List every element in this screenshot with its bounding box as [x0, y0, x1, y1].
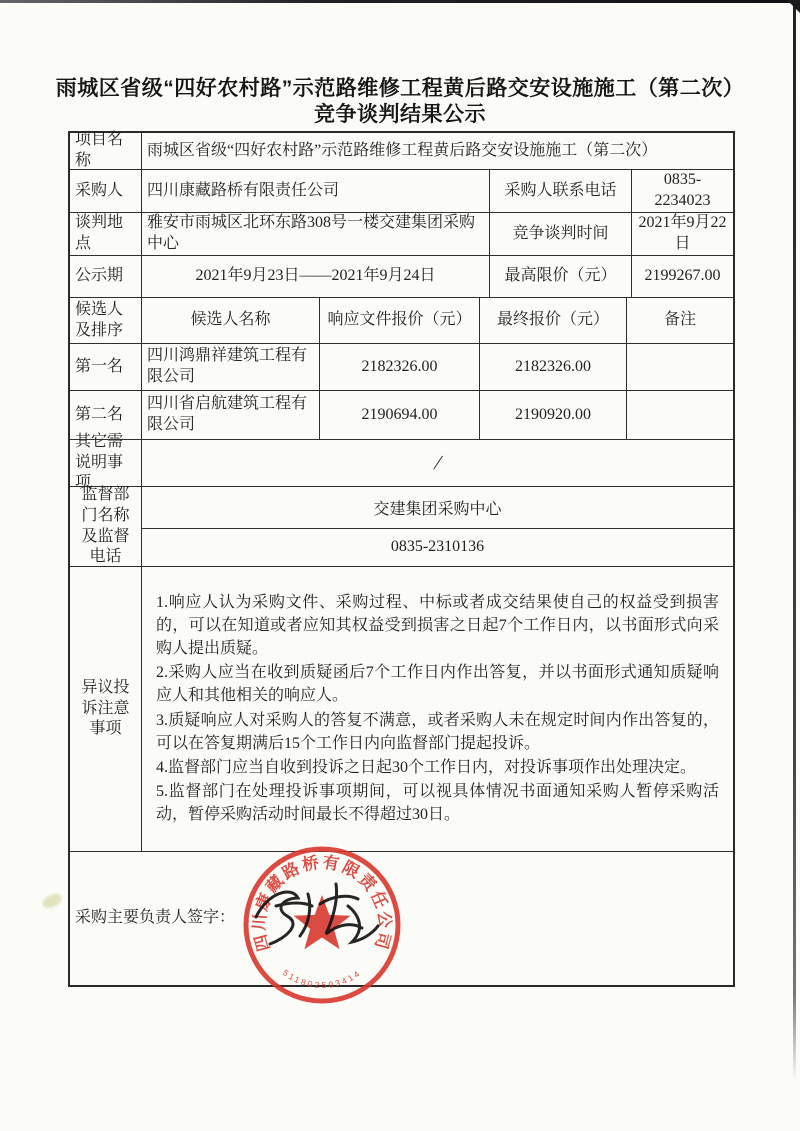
- signature-label: 采购主要负责人签字：: [75, 909, 236, 927]
- candidate-1-doc-price: 2182326.00: [320, 344, 480, 390]
- candidate-row-1: [70, 344, 733, 391]
- scan-right-edge: [793, 0, 796, 1080]
- candidate-final-price-header: 最终报价（元）: [480, 298, 627, 343]
- venue-value: 雅安市雨城区北环东路308号一楼交建集团采购中心: [142, 213, 490, 255]
- objection-items-list: [147, 583, 728, 834]
- candidate-1-name: 四川鸿鼎祥建筑工程有限公司: [142, 344, 320, 390]
- negotiation-time-value: 2021年9月22日: [638, 214, 727, 252]
- negotiation-time-label: 竞争谈判时间: [490, 213, 632, 255]
- objection-item-5: 5.监督部门在处理投诉事项期间，可以视具体情况书面通知采购人暂停采购活动，暂停采购活动时间最长不得超过30日。: [156, 782, 719, 823]
- seal-company-name: 四川康藏路桥有限责任公司: [249, 852, 395, 954]
- document-title: [30, 76, 770, 128]
- supervision-phone-value: 0835-2310136: [390, 538, 485, 555]
- max-price-label: 最高限价（元）: [490, 256, 632, 297]
- objection-label: 异议投诉注意事项: [70, 567, 142, 851]
- supervision-label: 监督部门名称及监督电话: [70, 487, 142, 566]
- objection-item-1: 1.响应人认为采购文件、采购过程、中标或者成交结果使自己的权益受到损害的，可以在知道或者应知其权益受到损害之日起7个工作日内，以书面形式向采购人提出质疑。: [156, 594, 719, 658]
- document-title-line1: 雨城区省级“四好农村路”示范路维修工程黄后路交安设施施工（第二次）: [55, 77, 745, 100]
- objection-item-3: 3.质疑响应人对采购人的答复不满意，或者采购人未在规定时间内作出答复的，可以在答复期满后15个工作日内向监督部门提起投诉。: [156, 711, 719, 752]
- candidates-header-row: [70, 298, 733, 344]
- other-notes-label: 其它需说明事项: [70, 440, 142, 486]
- objection-item-4: 4.监督部门应当自收到投诉之日起30个工作日内，对投诉事项作出处理决定。: [156, 758, 697, 776]
- seal-serial-number: 511802503414: [280, 967, 364, 991]
- document-title-line2: 竞争谈判结果公示: [314, 103, 486, 127]
- candidate-row-2: [70, 391, 733, 440]
- scan-corner-mark: [787, 0, 800, 13]
- candidate-1-rank: 第一名: [70, 344, 142, 390]
- other-notes-value: [142, 440, 733, 486]
- project-name-label: 项目名称: [70, 133, 142, 169]
- objection-notice-row: [70, 567, 733, 852]
- purchaser-value: 四川康藏路桥有限责任公司: [142, 170, 490, 212]
- candidate-1-final-price: 2182326.00: [480, 344, 627, 390]
- candidate-doc-price-header: 响应文件报价（元）: [320, 298, 480, 343]
- project-name-row: [70, 133, 733, 170]
- supervision-values: [142, 487, 733, 566]
- purchaser-phone-label: 采购人联系电话: [490, 170, 632, 212]
- candidate-2-name: 四川省启航建筑工程有限公司: [142, 391, 320, 439]
- max-price-value: 2199267.00: [644, 267, 721, 285]
- objection-item-2: 2.采购人应当在收到质疑函后7个工作日内作出答复，并以书面形式通知质疑响应人和其他相关的响应人。: [156, 664, 719, 705]
- project-name-value: 雨城区省级“四好农村路”示范路维修工程黄后路交安设施施工（第二次）: [147, 141, 658, 159]
- candidate-2-final-price: 2190920.00: [480, 391, 627, 439]
- purchaser-label: 采购人: [70, 170, 142, 212]
- candidate-remark-header: 备注: [663, 311, 696, 329]
- candidate-name-header: 候选人名称: [142, 298, 320, 343]
- candidate-rank-header: 候选人及排序: [70, 298, 142, 343]
- other-notes-row: [70, 432, 733, 492]
- objection-content: [142, 567, 733, 851]
- supervision-row: [70, 487, 733, 567]
- candidate-2-doc-price: 2190694.00: [320, 391, 480, 439]
- venue-label: 谈判地点: [70, 213, 142, 255]
- margin-smudge-mark: [41, 892, 64, 910]
- handwritten-signature: [246, 862, 396, 972]
- slash-mark: /: [433, 452, 442, 474]
- scan-top-edge: [0, 0, 800, 3]
- supervision-dept-value: 交建集团采购中心: [142, 487, 733, 529]
- publicity-period-row: [70, 256, 733, 298]
- publicity-period-label: 公示期: [70, 256, 142, 297]
- candidate-2-rank: 第二名: [70, 391, 142, 439]
- candidate-2-remark: [627, 391, 733, 439]
- candidate-1-remark: [627, 344, 733, 390]
- purchaser-phone-value: 0835-2234023: [654, 171, 711, 209]
- purchaser-row: [70, 170, 733, 213]
- publicity-period-value: 2021年9月23日——2021年9月24日: [142, 256, 490, 297]
- venue-row: [70, 213, 733, 256]
